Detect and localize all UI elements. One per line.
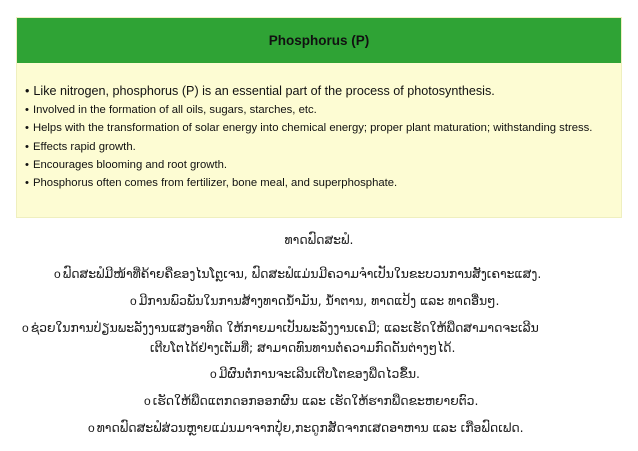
circle-bullet-icon: o xyxy=(210,367,217,381)
bullet-dot-icon: • xyxy=(25,158,29,171)
circle-bullet-icon: o xyxy=(22,321,29,335)
lao-bullet-line: o ທາດຟົດສະຟໍສ່ວນຫຼາຍແມ່ນມາຈາກປຸ໋ຍ,ກະດູກສັດຈາກເສດອາຫານ ແລະ ເກືອຟົດເຟດ. xyxy=(88,420,524,435)
callout-bullet: • Phosphorus often comes from fertilizer, bone meal, and superphosphate. xyxy=(25,177,398,190)
callout-bullet: • Helps with the transformation of solar energy into chemical energy; proper plant maturation; withstanding stress. xyxy=(25,122,593,135)
circle-bullet-icon: o xyxy=(130,294,137,308)
bullet-dot-icon: • xyxy=(25,84,30,98)
callout-bullet: • Effects rapid growth. xyxy=(25,140,136,153)
callout-bullet: • Like nitrogen, phosphorus (P) is an essential part of the process of photosynthesis. xyxy=(25,84,495,98)
callout-bullet-list xyxy=(17,82,615,192)
callout-bullet: • Involved in the formation of all oils, sugars, starches, etc. xyxy=(25,104,317,117)
lao-continuation-line: ເຕີບໂຕໄດ້ຢ່າງເຕັມທີ່; ສາມາດທົນທານຕໍ່ຄວາມກົດດັນຕ່າງໆໄດ້. xyxy=(150,340,456,355)
bullet-dot-icon: • xyxy=(25,177,29,190)
lao-bullet-line: o ເຮັດໃຫ້ພືດແຕກດອກອອກຜົນ ແລະ ເຮັດໃຫ້ຮາກພືດຂະຫຍາຍຕົວ. xyxy=(144,393,479,408)
circle-bullet-icon: o xyxy=(54,267,61,281)
lao-bullet-line: o ຟົດສະຟໍມີໜ້າທີ່ຄ້າຍຄືຂອງໄນໂຕຼເຈນ, ຟົດສະຟໍແມ່ນມີຄວາມຈຳເປັນໃນຂະບວນການສັງເຄາະແສງ. xyxy=(54,266,542,281)
lao-bullet-line: o ຊ່ວຍໃນການປ່ຽນພະລັງງານແສງອາທິດ ໃຫ້ກາຍມາເປັນພະລັງງານເຄມີ; ແລະເຮັດໃຫ້ພືດສາມາດຈະເລີນ xyxy=(22,320,539,335)
bullet-dot-icon: • xyxy=(25,122,29,135)
circle-bullet-icon: o xyxy=(144,394,151,408)
lao-bullet-line: o ມີຜົນຕໍ່ການຈະເລີນເຕີບໂຕຂອງພືດໄວຂຶ້ນ. xyxy=(210,366,420,381)
bullet-dot-icon: • xyxy=(25,140,29,153)
callout-title: Phosphorus (P) xyxy=(17,18,621,63)
lao-bullet-line: o ມີການພົວພັນໃນການສ້າງທາດນໍ້າມັນ, ນໍ້າຕານ, ທາດແປ້ງ ແລະ ທາດອື່ນໆ. xyxy=(130,293,500,308)
english-callout-box xyxy=(17,18,621,217)
lao-heading-fragment: ທາດຟົດສະຟໍ. xyxy=(284,232,354,247)
callout-bullet: • Encourages blooming and root growth. xyxy=(25,158,228,171)
circle-bullet-icon: o xyxy=(88,421,95,435)
bullet-dot-icon: • xyxy=(25,104,29,117)
